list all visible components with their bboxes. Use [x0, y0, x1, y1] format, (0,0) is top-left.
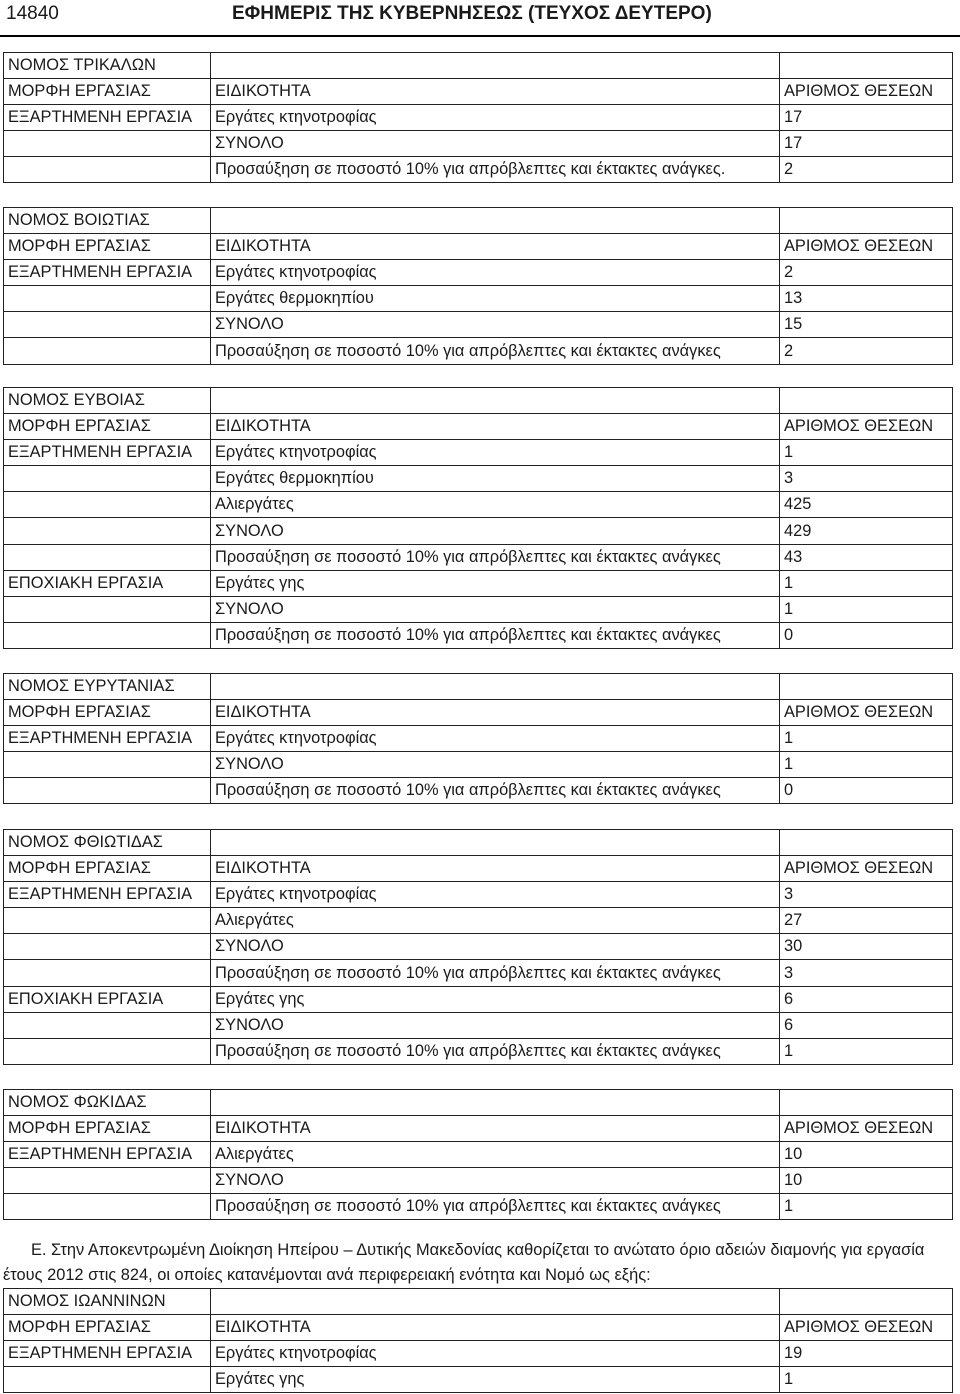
- nomos-row: [4, 388, 953, 414]
- col-header-arithmos: ΑΡΙΘΜΟΣ ΘΕΣΕΩΝ: [780, 79, 953, 105]
- table-row: [4, 1142, 953, 1168]
- eidikotita: Εργάτες κτηνοτροφίας: [211, 882, 780, 908]
- nomos-name: ΝΟΜΟΣ ΕΥΡΥΤΑΝΙΑΣ: [4, 674, 211, 700]
- table-row: [4, 752, 953, 778]
- eidikotita: Προσαύξηση σε ποσοστό 10% για απρόβλεπτες και έκτακτες ανάγκες: [211, 960, 780, 986]
- eidikotita: Αλιεργάτες: [211, 1142, 780, 1168]
- empty-cell: [211, 53, 780, 79]
- col-header-arithmos: ΑΡΙΘΜΟΣ ΘΕΣΕΩΝ: [780, 1315, 953, 1341]
- col-header-morfi: ΜΟΡΦΗ ΕΡΓΑΣΙΑΣ: [4, 1116, 211, 1142]
- eidikotita: Εργάτες κτηνοτροφίας: [211, 260, 780, 286]
- table-row: [4, 960, 953, 986]
- morfi-ergasias: [4, 778, 211, 804]
- table-row: [4, 1194, 953, 1220]
- arithmos-theseon: 0: [780, 622, 953, 648]
- eidikotita: Εργάτες θερμοκηπίου: [211, 286, 780, 312]
- table-row: [4, 1012, 953, 1038]
- table-row: [4, 934, 953, 960]
- empty-cell: [211, 208, 780, 234]
- nomos-table: [3, 829, 953, 1065]
- column-header-row: [4, 856, 953, 882]
- arithmos-theseon: 1: [780, 1038, 953, 1064]
- table-row: [4, 596, 953, 622]
- arithmos-theseon: 17: [780, 131, 953, 157]
- col-header-arithmos: ΑΡΙΘΜΟΣ ΘΕΣΕΩΝ: [780, 234, 953, 260]
- eidikotita: Προσαύξηση σε ποσοστό 10% για απρόβλεπτες και έκτακτες ανάγκες: [211, 778, 780, 804]
- morfi-ergasias: [4, 492, 211, 518]
- eidikotita: Προσαύξηση σε ποσοστό 10% για απρόβλεπτες και έκτακτες ανάγκες.: [211, 157, 780, 183]
- col-header-eidikotita: ΕΙΔΙΚΟΤΗΤΑ: [211, 700, 780, 726]
- morfi-ergasias: ΕΠΟΧΙΑΚΗ ΕΡΓΑΣΙΑ: [4, 570, 211, 596]
- column-header-row: [4, 79, 953, 105]
- arithmos-theseon: 13: [780, 286, 953, 312]
- column-header-row: [4, 1116, 953, 1142]
- eidikotita: Εργάτες κτηνοτροφίας: [211, 726, 780, 752]
- morfi-ergasias: ΕΞΑΡΤΗΜΕΝΗ ΕΡΓΑΣΙΑ: [4, 726, 211, 752]
- morfi-ergasias: [4, 1194, 211, 1220]
- eidikotita: ΣΥΝΟΛΟ: [211, 1012, 780, 1038]
- table-row: [4, 778, 953, 804]
- nomos-row: [4, 830, 953, 856]
- arithmos-theseon: 2: [780, 338, 953, 364]
- arithmos-theseon: 19: [780, 1341, 953, 1367]
- table-row: [4, 726, 953, 752]
- empty-cell: [211, 388, 780, 414]
- nomos-row: [4, 1289, 953, 1315]
- nomos-row: [4, 53, 953, 79]
- table-row: [4, 440, 953, 466]
- arithmos-theseon: 2: [780, 157, 953, 183]
- eidikotita: ΣΥΝΟΛΟ: [211, 312, 780, 338]
- morfi-ergasias: [4, 312, 211, 338]
- page-number: 14840: [6, 3, 59, 24]
- arithmos-theseon: 1: [780, 1194, 953, 1220]
- eidikotita: ΣΥΝΟΛΟ: [211, 1168, 780, 1194]
- nomos-table: [3, 1089, 953, 1220]
- nomos-table: [3, 207, 953, 365]
- arithmos-theseon: 1: [780, 596, 953, 622]
- eidikotita: ΣΥΝΟΛΟ: [211, 596, 780, 622]
- eidikotita: Αλιεργάτες: [211, 908, 780, 934]
- eidikotita: Προσαύξηση σε ποσοστό 10% για απρόβλεπτες και έκτακτες ανάγκες: [211, 338, 780, 364]
- morfi-ergasias: ΕΞΑΡΤΗΜΕΝΗ ΕΡΓΑΣΙΑ: [4, 1142, 211, 1168]
- eidikotita: ΣΥΝΟΛΟ: [211, 934, 780, 960]
- table-row: [4, 622, 953, 648]
- arithmos-theseon: 3: [780, 960, 953, 986]
- morfi-ergasias: [4, 622, 211, 648]
- column-header-row: [4, 1315, 953, 1341]
- arithmos-theseon: 10: [780, 1168, 953, 1194]
- table-row: [4, 466, 953, 492]
- table-row: [4, 338, 953, 364]
- nomos-name: ΝΟΜΟΣ ΕΥΒΟΙΑΣ: [4, 388, 211, 414]
- empty-cell: [780, 53, 953, 79]
- eidikotita: Εργάτες γης: [211, 1367, 780, 1393]
- col-header-morfi: ΜΟΡΦΗ ΕΡΓΑΣΙΑΣ: [4, 234, 211, 260]
- col-header-arithmos: ΑΡΙΘΜΟΣ ΘΕΣΕΩΝ: [780, 856, 953, 882]
- table-row: [4, 570, 953, 596]
- empty-cell: [780, 1090, 953, 1116]
- morfi-ergasias: [4, 752, 211, 778]
- eidikotita: Εργάτες γης: [211, 986, 780, 1012]
- morfi-ergasias: ΕΞΑΡΤΗΜΕΝΗ ΕΡΓΑΣΙΑ: [4, 440, 211, 466]
- morfi-ergasias: ΕΞΑΡΤΗΜΕΝΗ ΕΡΓΑΣΙΑ: [4, 105, 211, 131]
- morfi-ergasias: [4, 1168, 211, 1194]
- page-header: [0, 0, 960, 34]
- empty-cell: [780, 1289, 953, 1315]
- page-title: ΕΦΗΜΕΡΙΣ ΤΗΣ ΚΥΒΕΡΝΗΣΕΩΣ (ΤΕΥΧΟΣ ΔΕΥΤΕΡΟ): [232, 3, 712, 24]
- col-header-eidikotita: ΕΙΔΙΚΟΤΗΤΑ: [211, 1116, 780, 1142]
- eidikotita: Εργάτες θερμοκηπίου: [211, 466, 780, 492]
- empty-cell: [780, 830, 953, 856]
- table-row: [4, 544, 953, 570]
- arithmos-theseon: 10: [780, 1142, 953, 1168]
- eidikotita: Προσαύξηση σε ποσοστό 10% για απρόβλεπτες και έκτακτες ανάγκες: [211, 622, 780, 648]
- col-header-arithmos: ΑΡΙΘΜΟΣ ΘΕΣΕΩΝ: [780, 414, 953, 440]
- col-header-morfi: ΜΟΡΦΗ ΕΡΓΑΣΙΑΣ: [4, 79, 211, 105]
- table-row: [4, 908, 953, 934]
- nomos-table: [3, 1288, 953, 1393]
- empty-cell: [211, 674, 780, 700]
- morfi-ergasias: [4, 131, 211, 157]
- paragraph-text: Ε. Στην Αποκεντρωμένη Διοίκηση Ηπείρου – Δυτικής Μακεδονίας καθορίζεται το ανώτατο όριο αδειών διαμονής για εργασία έτους 2012 στις 824, οι οποίες κατανέμονται ανά περιφερειακή ενότητα και Νομό ως εξής:: [3, 1241, 925, 1284]
- empty-cell: [211, 830, 780, 856]
- table-row: [4, 518, 953, 544]
- arithmos-theseon: 1: [780, 726, 953, 752]
- table-row: [4, 131, 953, 157]
- arithmos-theseon: 425: [780, 492, 953, 518]
- nomos-name: ΝΟΜΟΣ ΤΡΙΚΑΛΩΝ: [4, 53, 211, 79]
- table-row: [4, 492, 953, 518]
- nomos-name: ΝΟΜΟΣ ΦΩΚΙΔΑΣ: [4, 1090, 211, 1116]
- nomos-row: [4, 208, 953, 234]
- nomos-name: ΝΟΜΟΣ ΦΘΙΩΤΙΔΑΣ: [4, 830, 211, 856]
- table-row: [4, 286, 953, 312]
- empty-cell: [780, 208, 953, 234]
- table-row: [4, 986, 953, 1012]
- table-row: [4, 260, 953, 286]
- arithmos-theseon: 2: [780, 260, 953, 286]
- morfi-ergasias: [4, 286, 211, 312]
- eidikotita: Εργάτες κτηνοτροφίας: [211, 440, 780, 466]
- arithmos-theseon: 15: [780, 312, 953, 338]
- arithmos-theseon: 1: [780, 440, 953, 466]
- table-row: [4, 157, 953, 183]
- col-header-eidikotita: ΕΙΔΙΚΟΤΗΤΑ: [211, 1315, 780, 1341]
- table-row: [4, 1341, 953, 1367]
- table-row: [4, 1168, 953, 1194]
- eidikotita: ΣΥΝΟΛΟ: [211, 131, 780, 157]
- nomos-table: [3, 387, 953, 649]
- arithmos-theseon: 1: [780, 1367, 953, 1393]
- col-header-morfi: ΜΟΡΦΗ ΕΡΓΑΣΙΑΣ: [4, 700, 211, 726]
- col-header-eidikotita: ΕΙΔΙΚΟΤΗΤΑ: [211, 79, 780, 105]
- arithmos-theseon: 0: [780, 778, 953, 804]
- nomos-name: ΝΟΜΟΣ ΒΟΙΩΤΙΑΣ: [4, 208, 211, 234]
- morfi-ergasias: [4, 934, 211, 960]
- morfi-ergasias: ΕΠΟΧΙΑΚΗ ΕΡΓΑΣΙΑ: [4, 986, 211, 1012]
- arithmos-theseon: 43: [780, 544, 953, 570]
- morfi-ergasias: ΕΞΑΡΤΗΜΕΝΗ ΕΡΓΑΣΙΑ: [4, 260, 211, 286]
- table-row: [4, 882, 953, 908]
- eidikotita: Εργάτες κτηνοτροφίας: [211, 105, 780, 131]
- col-header-eidikotita: ΕΙΔΙΚΟΤΗΤΑ: [211, 234, 780, 260]
- morfi-ergasias: [4, 908, 211, 934]
- nomos-row: [4, 674, 953, 700]
- arithmos-theseon: 6: [780, 1012, 953, 1038]
- empty-cell: [211, 1289, 780, 1315]
- column-header-row: [4, 414, 953, 440]
- table-row: [4, 1367, 953, 1393]
- header-rule: [0, 35, 960, 37]
- column-header-row: [4, 700, 953, 726]
- eidikotita: Εργάτες κτηνοτροφίας: [211, 1341, 780, 1367]
- empty-cell: [780, 674, 953, 700]
- table-row: [4, 312, 953, 338]
- morfi-ergasias: [4, 518, 211, 544]
- empty-cell: [780, 388, 953, 414]
- col-header-eidikotita: ΕΙΔΙΚΟΤΗΤΑ: [211, 414, 780, 440]
- arithmos-theseon: 3: [780, 882, 953, 908]
- arithmos-theseon: 27: [780, 908, 953, 934]
- arithmos-theseon: 6: [780, 986, 953, 1012]
- table-row: [4, 105, 953, 131]
- col-header-morfi: ΜΟΡΦΗ ΕΡΓΑΣΙΑΣ: [4, 1315, 211, 1341]
- eidikotita: ΣΥΝΟΛΟ: [211, 752, 780, 778]
- eidikotita: Αλιεργάτες: [211, 492, 780, 518]
- morfi-ergasias: [4, 544, 211, 570]
- arithmos-theseon: 30: [780, 934, 953, 960]
- arithmos-theseon: 1: [780, 570, 953, 596]
- col-header-morfi: ΜΟΡΦΗ ΕΡΓΑΣΙΑΣ: [4, 856, 211, 882]
- arithmos-theseon: 17: [780, 105, 953, 131]
- col-header-morfi: ΜΟΡΦΗ ΕΡΓΑΣΙΑΣ: [4, 414, 211, 440]
- morfi-ergasias: [4, 157, 211, 183]
- morfi-ergasias: [4, 1038, 211, 1064]
- morfi-ergasias: [4, 1367, 211, 1393]
- morfi-ergasias: [4, 466, 211, 492]
- eidikotita: Προσαύξηση σε ποσοστό 10% για απρόβλεπτες και έκτακτες ανάγκες: [211, 544, 780, 570]
- arithmos-theseon: 3: [780, 466, 953, 492]
- eidikotita: Προσαύξηση σε ποσοστό 10% για απρόβλεπτες και έκτακτες ανάγκες: [211, 1194, 780, 1220]
- nomos-row: [4, 1090, 953, 1116]
- morfi-ergasias: [4, 596, 211, 622]
- eidikotita: Προσαύξηση σε ποσοστό 10% για απρόβλεπτες και έκτακτες ανάγκες: [211, 1038, 780, 1064]
- col-header-eidikotita: ΕΙΔΙΚΟΤΗΤΑ: [211, 856, 780, 882]
- nomos-table: [3, 673, 953, 804]
- column-header-row: [4, 234, 953, 260]
- empty-cell: [211, 1090, 780, 1116]
- morfi-ergasias: [4, 960, 211, 986]
- eidikotita: ΣΥΝΟΛΟ: [211, 518, 780, 544]
- col-header-arithmos: ΑΡΙΘΜΟΣ ΘΕΣΕΩΝ: [780, 700, 953, 726]
- eidikotita: Εργάτες γης: [211, 570, 780, 596]
- arithmos-theseon: 429: [780, 518, 953, 544]
- morfi-ergasias: [4, 1012, 211, 1038]
- col-header-arithmos: ΑΡΙΘΜΟΣ ΘΕΣΕΩΝ: [780, 1116, 953, 1142]
- morfi-ergasias: [4, 338, 211, 364]
- nomos-name: ΝΟΜΟΣ ΙΩΑΝΝΙΝΩΝ: [4, 1289, 211, 1315]
- arithmos-theseon: 1: [780, 752, 953, 778]
- morfi-ergasias: ΕΞΑΡΤΗΜΕΝΗ ΕΡΓΑΣΙΑ: [4, 1341, 211, 1367]
- nomos-table: [3, 52, 953, 183]
- morfi-ergasias: ΕΞΑΡΤΗΜΕΝΗ ΕΡΓΑΣΙΑ: [4, 882, 211, 908]
- table-row: [4, 1038, 953, 1064]
